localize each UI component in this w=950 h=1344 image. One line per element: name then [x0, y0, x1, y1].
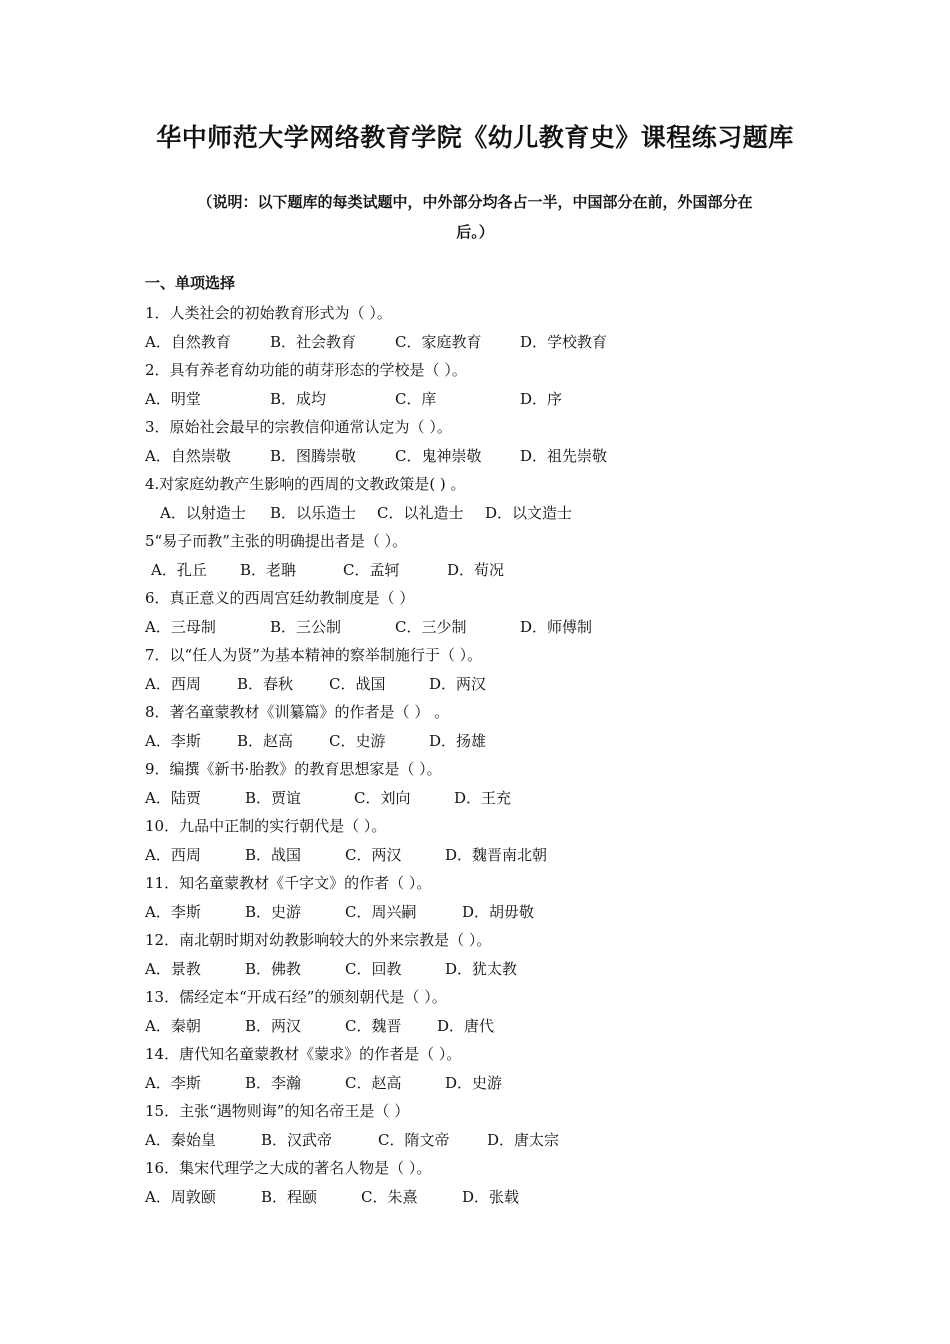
option-c: C．两汉: [345, 845, 402, 864]
option-c: C．魏晋: [345, 1016, 402, 1035]
question-item: [145, 299, 825, 356]
question-list: [145, 299, 825, 1211]
question-item: [145, 356, 825, 413]
question-item: [145, 755, 825, 812]
option-a: A．周敦颐: [145, 1187, 216, 1206]
option-c: C．以礼造士: [377, 503, 464, 522]
question-stem: 5“易子而教”主张的明确提出者是（ ）。: [145, 532, 408, 550]
option-b: B．战国: [245, 845, 302, 864]
question-stem: 3．原始社会最早的宗教信仰通常认定为（ ）。: [145, 418, 452, 436]
question-item: [145, 926, 825, 983]
question-stem: 16．集宋代理学之大成的著名人物是（ ）。: [145, 1159, 432, 1177]
question-options: [145, 1126, 825, 1155]
option-a: A．秦始皇: [145, 1130, 216, 1149]
note-line-2: 后。）: [456, 223, 494, 241]
section-title: 一、单项选择: [145, 274, 236, 292]
option-a: A．陆贾: [145, 788, 201, 807]
option-c: C．赵高: [345, 1073, 402, 1092]
option-a: A．自然教育: [145, 332, 231, 351]
option-d: D．犹太教: [445, 959, 518, 978]
question-options: [145, 955, 825, 984]
option-d: D．师傅制: [520, 617, 593, 636]
option-c: C．周兴嗣: [345, 902, 417, 921]
question-item: [145, 527, 825, 584]
option-c: C．朱熹: [361, 1187, 418, 1206]
question-options: [145, 1183, 825, 1212]
option-c: C．孟轲: [343, 560, 400, 579]
question-options: [145, 1012, 825, 1041]
option-c: C．庠: [395, 389, 437, 408]
question-options: [145, 670, 825, 699]
option-a: A．李斯: [145, 731, 201, 750]
question-options: [145, 385, 825, 414]
question-options: [145, 1069, 825, 1098]
question-options: [145, 556, 825, 585]
option-d: D．唐太宗: [487, 1130, 560, 1149]
option-a: A．三母制: [145, 617, 216, 636]
question-item: [145, 812, 825, 869]
option-b: B．史游: [245, 902, 302, 921]
question-stem: 15．主张“遇物则诲”的知名帝王是（ ）: [145, 1102, 410, 1120]
document-title: 华中师范大学网络教育学院《幼儿教育史》课程练习题库: [156, 123, 794, 152]
option-b: B．图腾崇敬: [270, 446, 357, 465]
option-b: B．老聃: [240, 560, 297, 579]
option-c: C．鬼神崇敬: [395, 446, 482, 465]
note-line-1: （说明：以下题库的每类试题中，中外部分均各占一半，中国部分在前，外国部分在: [197, 193, 753, 211]
option-c: C．隋文帝: [378, 1130, 450, 1149]
question-options: [145, 784, 825, 813]
option-d: D．祖先崇敬: [520, 446, 608, 465]
option-c: C．回教: [345, 959, 402, 978]
question-stem: 11．知名童蒙教材《千字文》的作者（ ）。: [145, 874, 432, 892]
option-a: A．李斯: [145, 902, 201, 921]
option-c: C．三少制: [395, 617, 467, 636]
question-options: [145, 499, 825, 528]
question-item: [145, 698, 825, 755]
question-item: [145, 413, 825, 470]
option-d: D．唐代: [437, 1016, 495, 1035]
option-d: D．序: [520, 389, 563, 408]
question-item: [145, 641, 825, 698]
option-a: A．西周: [145, 674, 201, 693]
question-item: [145, 1040, 825, 1097]
question-stem: 6．真正意义的西周宫廷幼教制度是（ ）: [145, 589, 415, 607]
option-b: B．程颐: [261, 1187, 318, 1206]
option-d: D．以文造士: [485, 503, 573, 522]
option-d: D．张载: [462, 1187, 520, 1206]
question-stem: 8．著名童蒙教材《训纂篇》的作者是（ ） 。: [145, 703, 450, 721]
option-b: B．两汉: [245, 1016, 302, 1035]
question-stem: 1．人类社会的初始教育形式为（ ）。: [145, 304, 392, 322]
option-b: B．春秋: [237, 674, 294, 693]
option-a: A．景教: [145, 959, 201, 978]
question-item: [145, 983, 825, 1040]
option-b: B．李瀚: [245, 1073, 302, 1092]
question-stem: 12．南北朝时期对幼教影响较大的外来宗教是（ ）。: [145, 931, 492, 949]
question-stem: 2．具有养老育幼功能的萌芽形态的学校是（ ）。: [145, 361, 467, 379]
option-c: C．战国: [329, 674, 386, 693]
question-options: [145, 898, 825, 927]
question-options: [145, 328, 825, 357]
question-item: [145, 470, 825, 527]
question-stem: 4.对家庭幼教产生影响的西周的文教政策是( ) 。: [145, 475, 466, 493]
question-item: [145, 1097, 825, 1154]
option-b: B．佛教: [245, 959, 302, 978]
option-c: C．史游: [329, 731, 386, 750]
option-a: A．孔丘: [151, 560, 207, 579]
option-a: A．自然崇敬: [145, 446, 231, 465]
option-b: B．以乐造士: [270, 503, 357, 522]
option-a: A．李斯: [145, 1073, 201, 1092]
question-item: [145, 869, 825, 926]
option-d: D．学校教育: [520, 332, 608, 351]
option-b: B．赵高: [237, 731, 294, 750]
option-d: D．史游: [445, 1073, 503, 1092]
question-stem: 10．九品中正制的实行朝代是（ ）。: [145, 817, 387, 835]
option-d: D．魏晋南北朝: [445, 845, 548, 864]
question-stem: 9．编撰《新书·胎教》的教育思想家是（ ）。: [145, 760, 442, 778]
option-d: D．胡毋敬: [462, 902, 535, 921]
instructions-note: [150, 187, 800, 247]
option-d: D．荀况: [447, 560, 505, 579]
option-a: A．明堂: [145, 389, 201, 408]
question-stem: 14．唐代知名童蒙教材《蒙求》的作者是（ ）。: [145, 1045, 462, 1063]
option-b: B．三公制: [270, 617, 342, 636]
question-item: [145, 1154, 825, 1211]
question-item: [145, 584, 825, 641]
option-a: A．秦朝: [145, 1016, 201, 1035]
question-options: [145, 442, 825, 471]
option-a: A．西周: [145, 845, 201, 864]
option-a: A．以射造士: [160, 503, 246, 522]
question-options: [145, 613, 825, 642]
option-d: D．王充: [454, 788, 512, 807]
option-b: B．汉武帝: [261, 1130, 333, 1149]
question-stem: 13．儒经定本“开成石经”的颁刻朝代是（ ）。: [145, 988, 447, 1006]
option-c: C．刘向: [354, 788, 411, 807]
question-options: [145, 841, 825, 870]
question-options: [145, 727, 825, 756]
option-b: B．贾谊: [245, 788, 302, 807]
option-b: B．社会教育: [270, 332, 357, 351]
question-stem: 7．以“任人为贤”为基本精神的察举制施行于（ ）。: [145, 646, 483, 664]
option-b: B．成均: [270, 389, 327, 408]
option-d: D．扬雄: [429, 731, 487, 750]
option-d: D．两汉: [429, 674, 487, 693]
option-c: C．家庭教育: [395, 332, 482, 351]
